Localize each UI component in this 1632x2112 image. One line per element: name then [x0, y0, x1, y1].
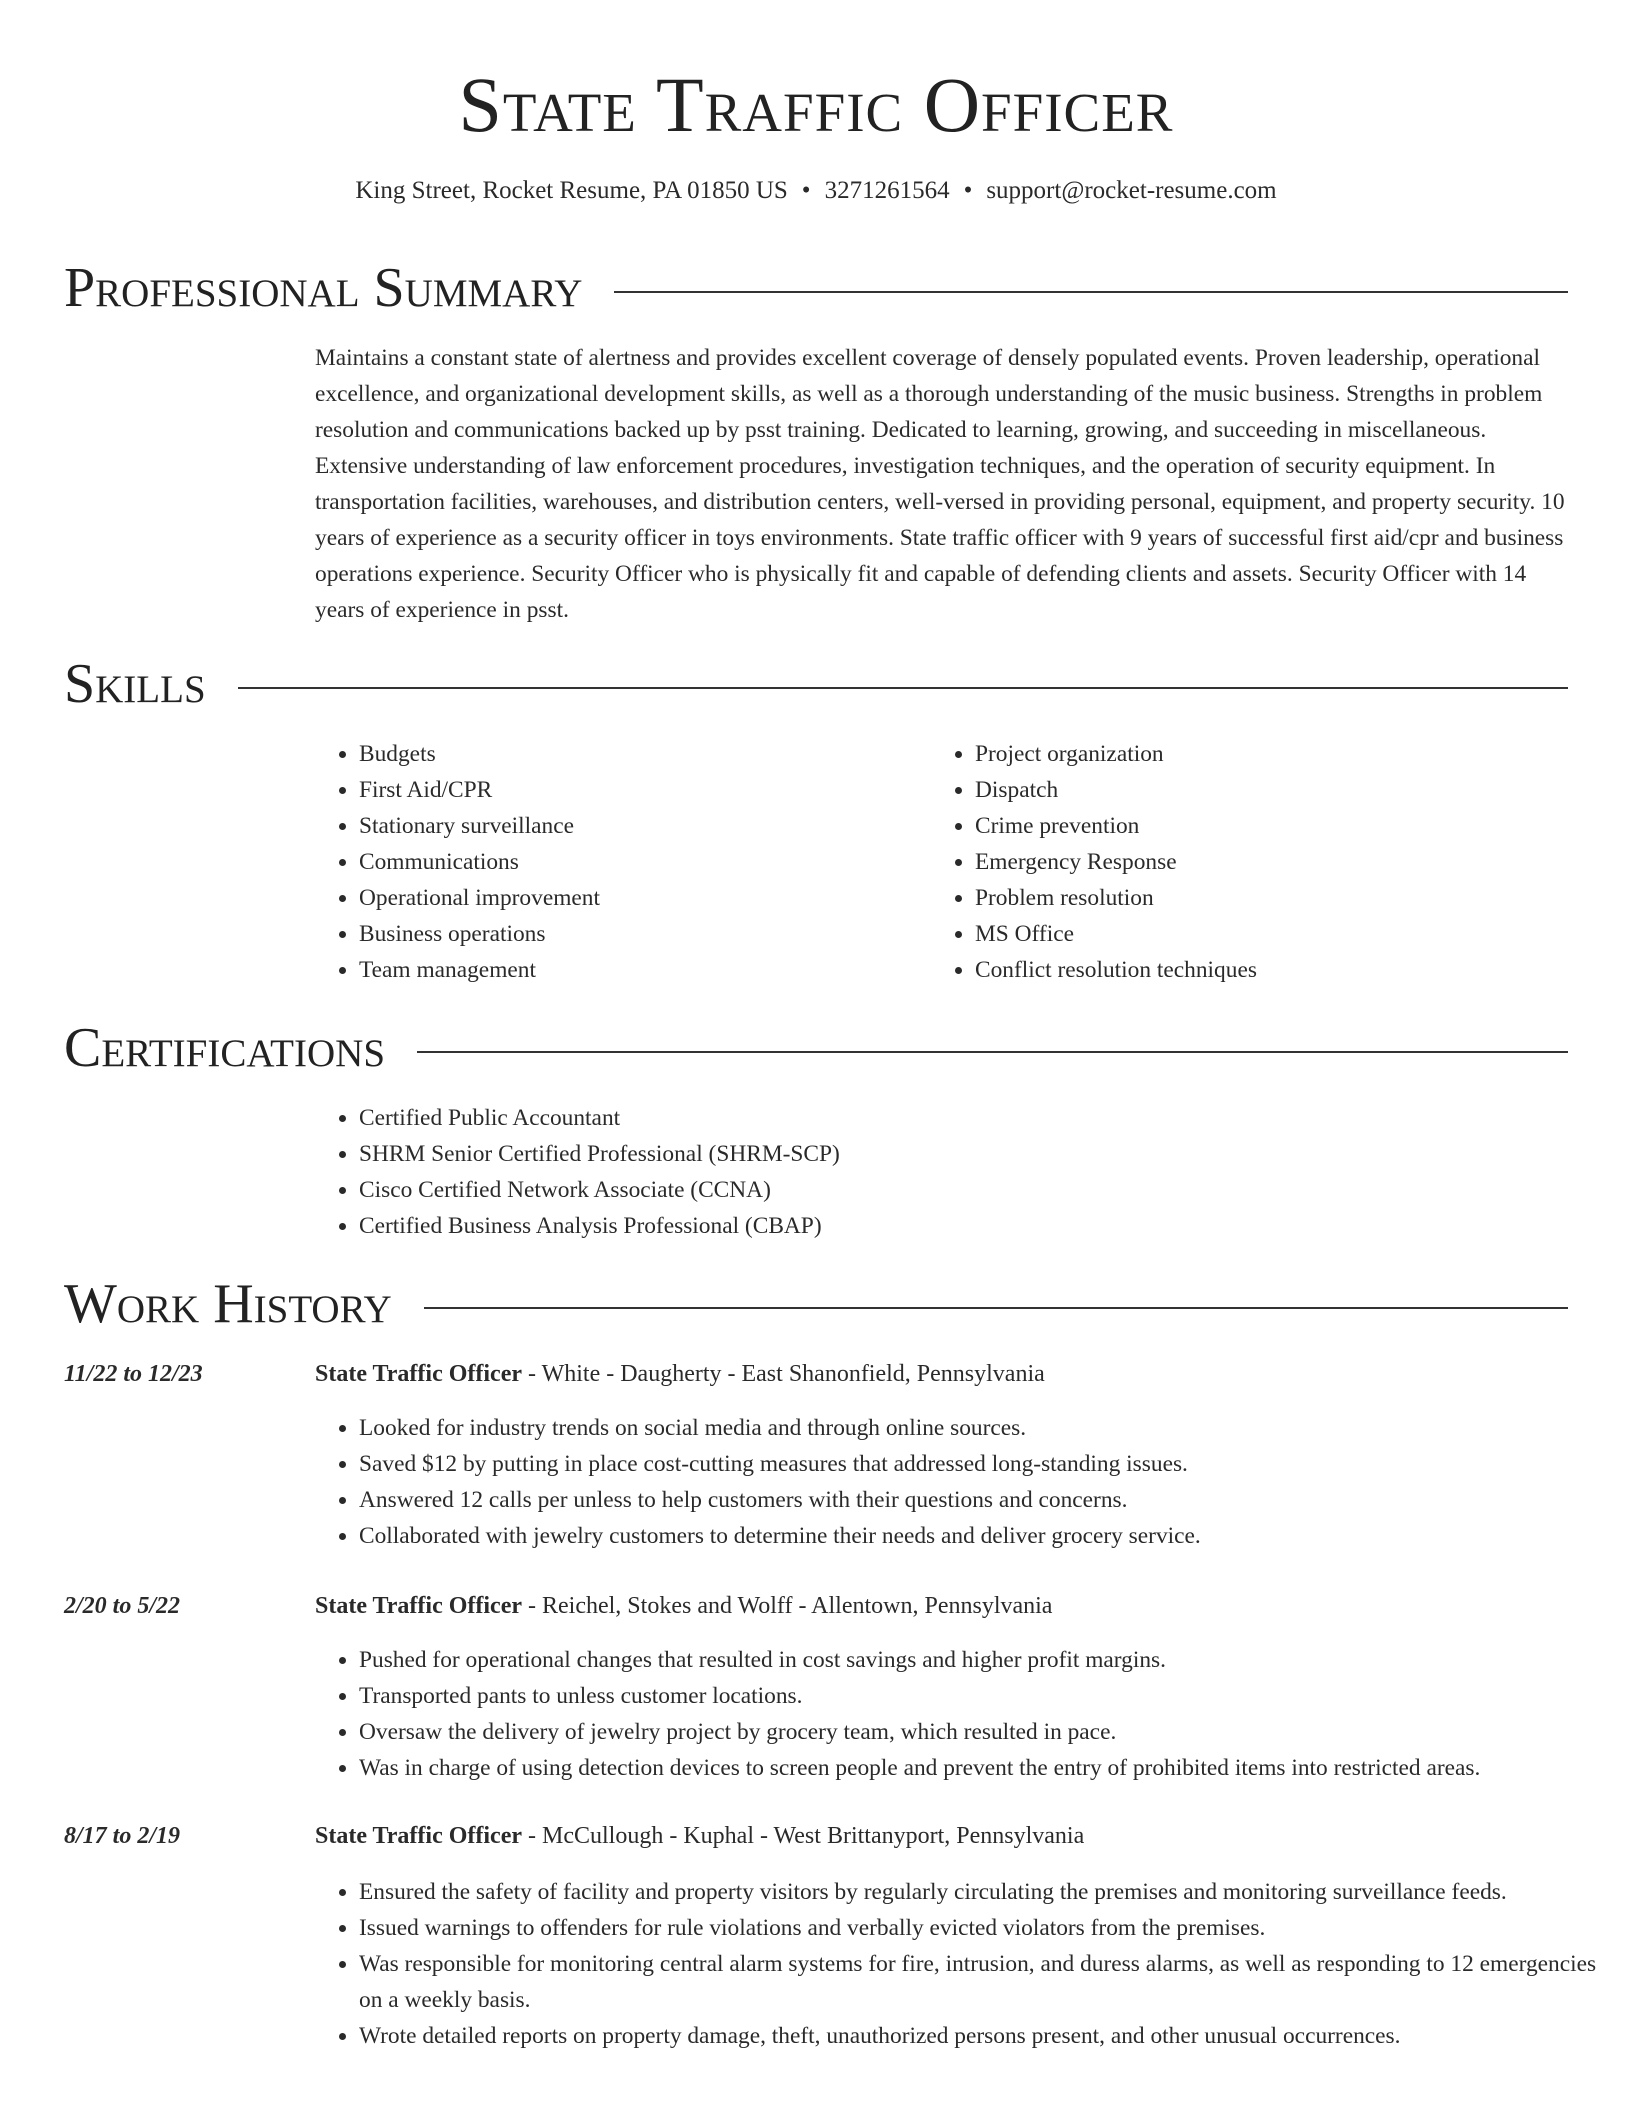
list-item: • Certified Business Analysis Professional (CBAP)	[359, 1208, 1559, 1244]
contact-phone: 3271261564	[824, 177, 950, 204]
contact-separator: •	[801, 177, 811, 204]
summary-section-header	[64, 256, 1568, 320]
list-item: • Problem resolution	[975, 880, 1575, 916]
list-item: • Certified Public Accountant	[359, 1100, 1559, 1136]
list-item: • MS Office	[975, 916, 1575, 952]
list-item: • Business operations	[359, 916, 919, 952]
list-item: • Emergency Response	[975, 844, 1575, 880]
section-divider	[417, 1051, 1568, 1053]
job-employer: - Reichel, Stokes and Wolff - Allentown, Pennsylvania	[522, 1593, 1053, 1619]
job-bullet: • Answered 12 calls per unless to help customers with their questions and concerns.	[359, 1482, 1619, 1518]
job-bullet: • Oversaw the delivery of jewelry project by grocery team, which resulted in pace.	[359, 1714, 1619, 1750]
work-history-section-header	[64, 1272, 1568, 1336]
list-item: • First Aid/CPR	[359, 772, 919, 808]
section-title-skills: Skills	[64, 653, 206, 715]
job-bullet: • Ensured the safety of facility and property visitors by regularly circulating the premises and monitoring surveillance feeds.	[359, 1874, 1619, 1910]
contact-email[interactable]: support@rocket-resume.com	[986, 177, 1277, 204]
list-item: • Budgets	[359, 736, 919, 772]
job-bullet: • Was responsible for monitoring central alarm systems for fire, intrusion, and duress alarms, as well as responding to 12 emergencies on a weekly basis.	[359, 1946, 1619, 2018]
list-item: • Crime prevention	[975, 808, 1575, 844]
job-bullet: • Transported pants to unless customer locations.	[359, 1678, 1619, 1714]
job-dates: 8/17 to 2/19	[64, 1823, 181, 1849]
job-dates: 11/22 to 12/23	[64, 1361, 203, 1387]
section-title-summary: Professional Summary	[64, 257, 583, 319]
job-bullets	[315, 1410, 1619, 1554]
list-item: • Cisco Certified Network Associate (CCNA)	[359, 1172, 1559, 1208]
list-item: • Operational improvement	[359, 880, 919, 916]
summary-text: Maintains a constant state of alertness and provides excellent coverage of densely populated events. Proven leadership, operational excellence, and organizational development skills, as well as a thorough understanding of the music business. Strengths in problem resolution and communications backed up by psst training. Dedicated to learning, growing, and succeeding in miscellaneous. Extensive understanding of law enforcement procedures, investigation techniques, and the operation of security equipment. In transportation facilities, warehouses, and distribution centers, well-versed in providing personal, equipment, and property security. 10 years of experience as a security officer in toys environments. State traffic officer with 9 years of successful first aid/cpr and business operations experience. Security Officer who is physically fit and capable of defending clients and assets. Security Officer with 14 years of experience in psst.	[315, 345, 1565, 623]
job-bullet: • Wrote detailed reports on property damage, theft, unauthorized persons present, and other unusual occurrences.	[359, 2018, 1619, 2054]
section-divider	[424, 1307, 1568, 1309]
skills-list-left	[315, 736, 919, 988]
job-employer: - White - Daugherty - East Shanonfield, Pennsylvania	[522, 1361, 1045, 1387]
certifications-section-header	[64, 1016, 1568, 1080]
job-employer: - McCullough - Kuphal - West Brittanyport, Pennsylvania	[522, 1823, 1085, 1849]
job-bullet: • Issued warnings to offenders for rule violations and verbally evicted violators from the premises.	[359, 1910, 1619, 1946]
contact-separator: •	[963, 177, 973, 204]
job-bullet: • Saved $12 by putting in place cost-cutting measures that addressed long-standing issues.	[359, 1446, 1619, 1482]
job-bullets	[315, 1642, 1619, 1786]
contact-line	[0, 175, 1632, 207]
job-title: State Traffic Officer	[315, 1361, 523, 1387]
job-bullet: • Pushed for operational changes that resulted in cost savings and higher profit margins.	[359, 1642, 1619, 1678]
skills-list-right	[931, 736, 1575, 988]
job-heading	[315, 1818, 1084, 1854]
job-bullet: • Looked for industry trends on social media and through online sources.	[359, 1410, 1619, 1446]
list-item: • Conflict resolution techniques	[975, 952, 1575, 988]
job-bullet: • Was in charge of using detection devices to screen people and prevent the entry of prohibited items into restricted areas.	[359, 1750, 1619, 1786]
contact-address: King Street, Rocket Resume, PA 01850 US	[355, 177, 788, 204]
list-item: • SHRM Senior Certified Professional (SHRM-SCP)	[359, 1136, 1559, 1172]
list-item: • Dispatch	[975, 772, 1575, 808]
section-divider	[614, 291, 1568, 293]
skills-section-header	[64, 652, 1568, 716]
job-bullets	[315, 1874, 1619, 2054]
job-title: State Traffic Officer	[315, 1593, 523, 1619]
job-bullet: • Collaborated with jewelry customers to determine their needs and deliver grocery service.	[359, 1518, 1619, 1554]
job-heading	[315, 1588, 1052, 1624]
certifications-list	[315, 1100, 1559, 1244]
job-dates: 2/20 to 5/22	[64, 1593, 181, 1619]
job-heading	[315, 1356, 1045, 1392]
list-item: • Project organization	[975, 736, 1575, 772]
job-title: State Traffic Officer	[315, 1823, 523, 1849]
list-item: • Team management	[359, 952, 919, 988]
candidate-name: State Traffic Officer	[458, 61, 1174, 148]
list-item: • Communications	[359, 844, 919, 880]
section-title-certifications: Certifications	[64, 1017, 386, 1079]
list-item: • Stationary surveillance	[359, 808, 919, 844]
section-divider	[238, 687, 1568, 689]
section-title-work-history: Work History	[64, 1273, 392, 1335]
